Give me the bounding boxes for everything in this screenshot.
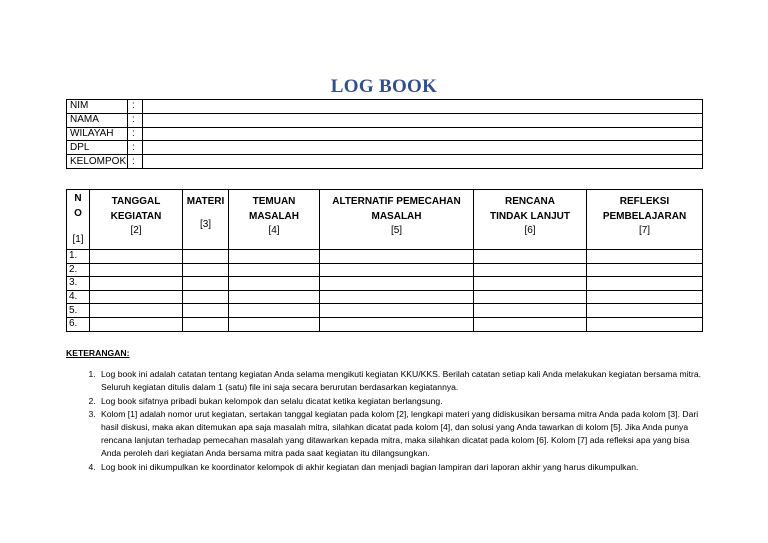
- col-header-no-n: N: [74, 193, 82, 204]
- info-label: KELOMPOK: [67, 155, 128, 169]
- col-header-no-num: [1]: [72, 234, 84, 245]
- table-row: [67, 277, 703, 291]
- cell-materi[interactable]: [183, 317, 229, 331]
- cell-rencana[interactable]: [474, 290, 587, 304]
- col-header-label: RENCANA TINDAK LANJUT: [490, 196, 570, 222]
- cell-refleksi[interactable]: [587, 263, 703, 277]
- info-label: WILAYAH: [67, 127, 128, 141]
- cell-temuan[interactable]: [229, 317, 320, 331]
- cell-tanggal[interactable]: [90, 304, 183, 318]
- cell-rencana[interactable]: [474, 250, 587, 264]
- cell-alternatif[interactable]: [320, 317, 474, 331]
- cell-rencana[interactable]: [474, 317, 587, 331]
- cell-refleksi[interactable]: [587, 277, 703, 291]
- col-header-num: [7]: [638, 225, 651, 236]
- col-header-label: MATERI: [186, 196, 225, 207]
- cell-alternatif[interactable]: [320, 277, 474, 291]
- table-row: [67, 317, 703, 331]
- log-header-row: [67, 190, 703, 250]
- info-value-field[interactable]: [143, 155, 703, 169]
- info-colon: :: [128, 155, 143, 169]
- row-number: 5.: [67, 304, 90, 318]
- col-header-num: [6]: [524, 225, 536, 236]
- row-number: 3.: [67, 277, 90, 291]
- cell-tanggal[interactable]: [90, 277, 183, 291]
- col-header-refleksi: [587, 190, 703, 250]
- info-value-field[interactable]: [143, 127, 703, 141]
- col-header-no: [67, 190, 90, 250]
- col-header-rencana: [474, 190, 587, 250]
- cell-alternatif[interactable]: [320, 290, 474, 304]
- col-header-alternatif: [320, 190, 474, 250]
- row-number: 4.: [67, 290, 90, 304]
- col-header-label: TANGGAL KEGIATAN: [110, 196, 162, 222]
- info-row-dpl: [67, 141, 703, 155]
- col-header-tanggal: [90, 190, 183, 250]
- row-number: 6.: [67, 317, 90, 331]
- notes-list: [66, 368, 706, 474]
- cell-materi[interactable]: [183, 290, 229, 304]
- cell-alternatif[interactable]: [320, 304, 474, 318]
- row-number: 1.: [67, 250, 90, 264]
- info-colon: :: [128, 127, 143, 141]
- cell-rencana[interactable]: [474, 277, 587, 291]
- info-value-field[interactable]: [143, 100, 703, 114]
- cell-materi[interactable]: [183, 304, 229, 318]
- table-row: [67, 250, 703, 264]
- log-table: [66, 189, 703, 332]
- info-value-field[interactable]: [143, 141, 703, 155]
- info-colon: :: [128, 100, 143, 114]
- cell-temuan[interactable]: [229, 250, 320, 264]
- cell-temuan[interactable]: [229, 277, 320, 291]
- col-header-no-o: O: [74, 207, 82, 219]
- list-item: 4. Log book ini dikumpulkan ke koordinator kelompok di akhir kegiatan dan menjadi bagian lampiran dari laporan akhir yang harus dikumpulkan.: [98, 461, 706, 474]
- cell-refleksi[interactable]: [587, 290, 703, 304]
- list-item: 2. Log book sifatnya pribadi bukan kelompok dan selalu dicatat ketika kegiatan berlangsung.: [98, 395, 706, 408]
- cell-alternatif[interactable]: [320, 250, 474, 264]
- notes-section: [66, 347, 706, 474]
- col-header-label: TEMUAN MASALAH: [249, 196, 299, 222]
- cell-tanggal[interactable]: [90, 290, 183, 304]
- cell-materi[interactable]: [183, 277, 229, 291]
- col-header-num: [2]: [130, 225, 142, 236]
- info-colon: :: [128, 141, 143, 155]
- col-header-temuan: [229, 190, 320, 250]
- info-label: DPL: [67, 141, 128, 155]
- cell-refleksi[interactable]: [587, 304, 703, 318]
- cell-temuan[interactable]: [229, 290, 320, 304]
- cell-temuan[interactable]: [229, 263, 320, 277]
- col-header-label: REFLEKSI PEMBELAJARAN: [602, 196, 687, 222]
- cell-tanggal[interactable]: [90, 250, 183, 264]
- info-row-nim: [67, 100, 703, 114]
- info-row-kelompok: [67, 155, 703, 169]
- row-number: 2.: [67, 263, 90, 277]
- info-label: NIM: [67, 100, 128, 114]
- list-item: 3. Kolom [1] adalah nomor urut kegiatan, sertakan tanggal kegiatan pada kolom [2], lengkapi materi yang didiskusikan bersama mitra Anda pada kolom [3]. Dari hasil diskusi, maka akan ditemukan apa saja masalah mitra, silahkan dicatat pada kolom [4], dan solusi yang Anda tawarkan di kolom [5]. Jika Anda punya rencana lanjutan terhadap pemecahan masalah yang ditawarkan kepada mitra, maka silahkan dicatat pada kolom [6]. Kolom [7] ada refleksi apa yang bisa Anda peroleh dari kegiatan Anda bersama mitra pada saat kegiatan itu dilangsungkan.: [98, 408, 706, 461]
- table-row: [67, 263, 703, 277]
- col-header-num: [4]: [268, 225, 280, 236]
- cell-rencana[interactable]: [474, 263, 587, 277]
- info-value-field[interactable]: [143, 113, 703, 127]
- info-row-nama: [67, 113, 703, 127]
- cell-refleksi[interactable]: [587, 250, 703, 264]
- info-row-wilayah: [67, 127, 703, 141]
- col-header-num: [3]: [199, 218, 212, 230]
- col-header-label: ALTERNATIF PEMECAHAN MASALAH: [332, 196, 461, 222]
- info-colon: :: [128, 113, 143, 127]
- list-item: 1. Log book ini adalah catatan tentang kegiatan Anda selama mengikuti kegiatan KKU/KKS. Berilah catatan setiap kali Anda melakukan kegiatan bersama mitra. Seluruh kegiatan ditulis dalam 1 (satu) file ini saja secara berurutan berdasarkan kegiatannya.: [98, 368, 706, 394]
- cell-temuan[interactable]: [229, 304, 320, 318]
- cell-materi[interactable]: [183, 250, 229, 264]
- info-label: NAMA: [67, 113, 128, 127]
- table-row: [67, 304, 703, 318]
- cell-rencana[interactable]: [474, 304, 587, 318]
- cell-tanggal[interactable]: [90, 263, 183, 277]
- page-title: LOG BOOK: [330, 76, 438, 97]
- table-row: [67, 290, 703, 304]
- cell-alternatif[interactable]: [320, 263, 474, 277]
- notes-heading: KETERANGAN:: [66, 348, 130, 358]
- cell-refleksi[interactable]: [587, 317, 703, 331]
- col-header-materi: [183, 190, 229, 250]
- col-header-num: [5]: [390, 225, 403, 236]
- identity-table: [66, 99, 703, 169]
- cell-materi[interactable]: [183, 263, 229, 277]
- cell-tanggal[interactable]: [90, 317, 183, 331]
